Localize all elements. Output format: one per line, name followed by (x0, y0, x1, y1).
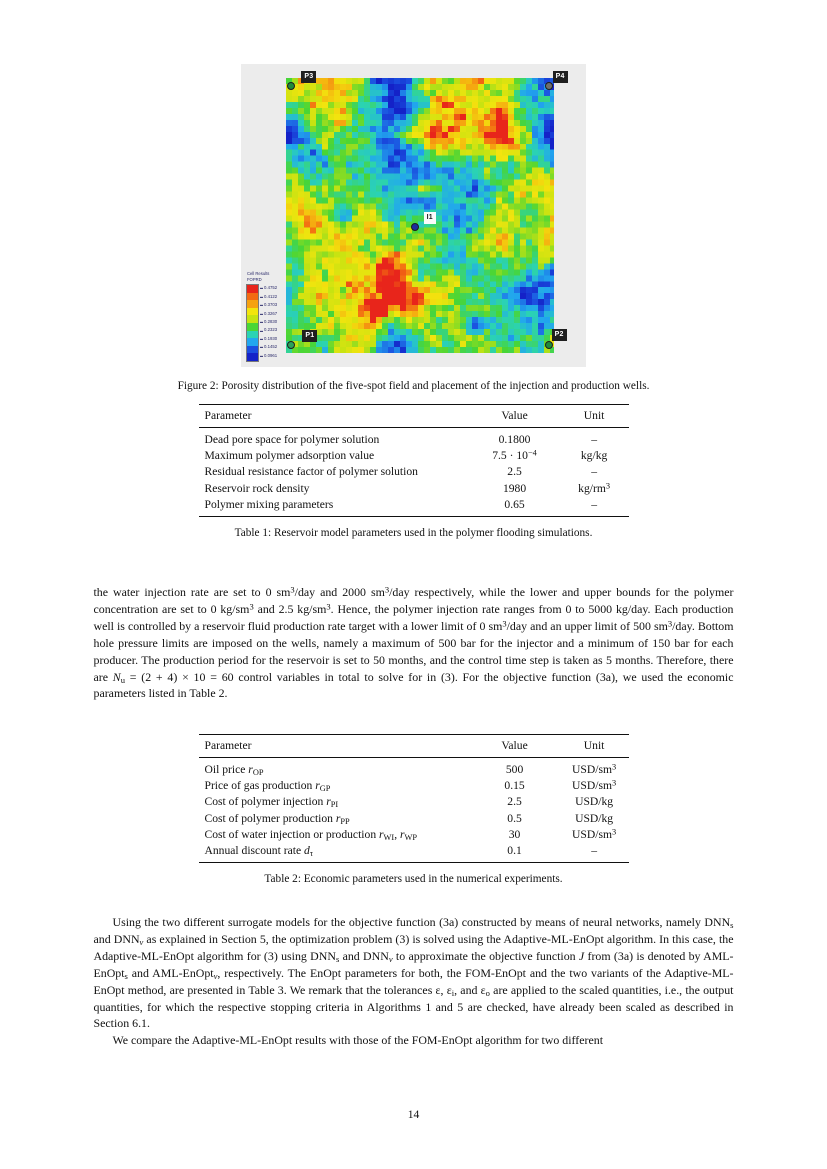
legend-title-line1: Cell Results (247, 270, 270, 276)
well-dot-icon (545, 341, 553, 349)
legend-colorbar (246, 284, 259, 362)
legend-tick-label: 0.4752 (264, 285, 278, 291)
legend-tick-label: 0.0961 (264, 352, 278, 358)
table-1-header-parameter: Parameter (204, 409, 252, 422)
table-row (199, 758, 629, 778)
table-row (199, 480, 629, 496)
figure-2-caption: Figure 2: Porosity distribution of the five-spot field and placement of the injection and production wells. (177, 380, 650, 392)
paragraph-text: We compare the Adaptive-ML-EnOpt results with those of the FOM-EnOpt algorithm for two different (112, 1033, 604, 1048)
well-label-p3: P3 (301, 71, 316, 83)
table-row (199, 826, 629, 842)
cell-unit: kg/kg (580, 449, 608, 463)
legend-tick-label: 0.2830 (264, 318, 278, 324)
cell-unit: – (591, 843, 597, 857)
legend-color-swatch-7 (247, 338, 258, 346)
cell-unit: $kg/rm^3$ (578, 481, 611, 495)
cell-parameter: Cost of polymer injection $r_{PI}$ (204, 795, 339, 810)
legend-tick-label: 0.1452 (264, 344, 278, 350)
legend-tick-label: 0.1930 (264, 335, 278, 341)
cell-unit: USD/$sm^3$ (572, 762, 617, 776)
figure-2-canvas (241, 64, 586, 367)
body-paragraph-1-block (0, 584, 827, 702)
cell-value: 0.65 (504, 497, 525, 511)
legend-color-swatch-4 (247, 315, 258, 323)
paragraph-text: the water injection rate are set to 0 $sm^3$/day and 2000 $sm^3$/day respectively, while the lower and upper bounds for the polymer concentration are set to 0 $kg/sm^3$ and 2.5 $kg/sm^3$. Hence, the polymer injection rate ranges from 0 to 5000 kg/day. Each production well is controlled by a reservoir fluid production rate target with a lower limit of 0 $sm^3$/day and an upper limit of 500 $sm^3$/day. Bottom hole pressure limits are imposed on the wells, namely a maximum of 500 bar for the injector and a minimum of 150 bar for each producer. The production period for the reservoir is set to 50 months, and the control time step is taken as 5 months. Therefore, there are $N_u = (2 + 4) \times 10 = 60$ control variables in total to solve for in (3). For the objective function (3a), we used the economic parameters listed in Table 2. (93, 584, 734, 701)
cell-unit: USD/kg (575, 811, 614, 825)
table-1-body (199, 428, 629, 517)
table-row (199, 464, 629, 480)
cell-value: 30 (508, 827, 521, 841)
legend-color-swatch-2 (247, 300, 258, 308)
well-dot-icon (545, 82, 553, 90)
table-row (199, 778, 629, 794)
cell-parameter: Reservoir rock density (204, 481, 310, 495)
legend-title-line2: FOPRD (247, 276, 262, 282)
table-row (199, 810, 629, 826)
porosity-grid-canvas (286, 78, 554, 353)
porosity-heatmap (286, 78, 554, 353)
cell-parameter: Annual discount rate $d_\tau$ (204, 843, 314, 858)
cell-value: 2.5 (507, 465, 522, 479)
paragraph-text: Using the two different surrogate models for the objective function (3a) constructed by means of neural networks, namely $DNN_s$ and $DNN_v$ as explained in Section 5, the optimization problem (3) is solved using the Adaptive-ML-EnOpt algorithm. In this case, the Adaptive-ML-EnOpt algorithm for (3) using $DNN_s$ and $DNN_v$ to approximate the objective function J from (3a) is denoted by AML-EnOpt$_s$ and AML-EnOpt$_v$, respectively. The EnOpt parameters for both, the FOM-EnOpt and the two variants of the Adaptive-ML-EnOpt method, are presented in Table 3. We remark that the tolerances ε, $\varepsilon_i$, and $\varepsilon_o$ are applied to the scaled quantities, i.e., the output quantities, for which the respective stopping criteria in Algorithms 1 and 5 are checked, have already been scaled as described in Section 6.1. (93, 915, 734, 1031)
table-2-header-value: Value (501, 739, 528, 752)
table-1-header-row (199, 405, 629, 428)
cell-unit: USD/$sm^3$ (572, 827, 617, 841)
cell-unit: – (591, 497, 597, 511)
cell-value: 2.5 (507, 795, 522, 809)
legend-tick-label: 0.4122 (264, 293, 278, 299)
cell-parameter: Residual resistance factor of polymer solution (204, 465, 418, 479)
cell-parameter: Dead pore space for polymer solution (204, 433, 380, 446)
well-label-p2: P2 (552, 329, 567, 341)
cell-value: 1980 (502, 481, 527, 495)
table-row (199, 448, 629, 464)
table-1-head (199, 405, 629, 428)
legend-title (247, 271, 298, 283)
table-1-header-unit: Unit (583, 409, 605, 422)
cell-value: 0.15 (504, 779, 525, 793)
table-2-block (0, 734, 827, 887)
legend-tick-label: 0.3703 (264, 301, 278, 307)
cell-value: 0.1800 (498, 433, 531, 446)
legend-tick-label: 0.3267 (264, 310, 278, 316)
table-2-header-parameter: Parameter (204, 739, 252, 752)
cell-parameter: Cost of polymer production $r_{PP}$ (204, 811, 350, 826)
table-2-body (199, 758, 629, 863)
cell-value: 0.1 (507, 843, 522, 857)
color-legend (246, 271, 298, 362)
legend-tick-label: 0.2323 (264, 327, 278, 333)
legend-color-swatch-0 (247, 285, 258, 293)
legend-color-swatch-6 (247, 331, 258, 339)
table-row (199, 842, 629, 862)
table-1-header-value: Value (501, 409, 528, 422)
table-1-block (0, 404, 827, 541)
table-row (199, 794, 629, 810)
legend-body (246, 284, 298, 362)
cell-unit: – (591, 433, 597, 446)
page-number: 14 (407, 1108, 420, 1121)
body-paragraph-2-block (0, 914, 827, 1049)
table-1 (199, 404, 629, 517)
figure-2-block (0, 64, 827, 394)
cell-parameter: Oil price $r_{OP}$ (204, 763, 264, 777)
cell-parameter: Cost of water injection or production $r_{WI}$, $r_{WP}$ (204, 827, 418, 842)
legend-color-swatch-1 (247, 293, 258, 301)
cell-value: $7.5 \cdot 10^{-4}$ (492, 448, 537, 463)
table-row (199, 428, 629, 448)
well-dot-icon (411, 223, 419, 231)
cell-value: 500 (505, 763, 524, 776)
table-2-header-row (199, 735, 629, 758)
table-2-caption: Table 2: Economic parameters used in the numerical experiments. (264, 872, 563, 885)
cell-unit: USD/$sm^3$ (572, 778, 617, 793)
well-label-p1: P1 (302, 330, 317, 342)
legend-color-swatch-5 (247, 323, 258, 331)
table-1-wrap (199, 404, 629, 517)
legend-tick-labels (260, 284, 298, 360)
cell-value: 0.5 (507, 811, 522, 825)
body-paragraph-1 (94, 584, 734, 702)
cell-unit: USD/kg (575, 795, 614, 809)
cell-unit: – (591, 465, 597, 479)
table-2-wrap (199, 734, 629, 863)
legend-color-swatch-3 (247, 308, 258, 316)
table-2-header-unit: Unit (583, 739, 605, 752)
table-2-head (199, 735, 629, 758)
cell-parameter: Maximum polymer adsorption value (204, 449, 375, 463)
body-paragraph-2 (94, 914, 734, 1049)
legend-color-swatch-9 (247, 353, 258, 361)
legend-color-swatch-8 (247, 346, 258, 354)
table-row (199, 496, 629, 516)
cell-parameter: Price of gas production $r_{GP}$ (204, 779, 331, 794)
table-2 (199, 734, 629, 863)
well-label-p4: P4 (553, 71, 568, 83)
table-1-caption: Table 1: Reservoir model parameters used in the polymer flooding simulations. (234, 526, 593, 539)
cell-parameter: Polymer mixing parameters (204, 497, 334, 511)
well-label-i1: I1 (424, 212, 436, 224)
